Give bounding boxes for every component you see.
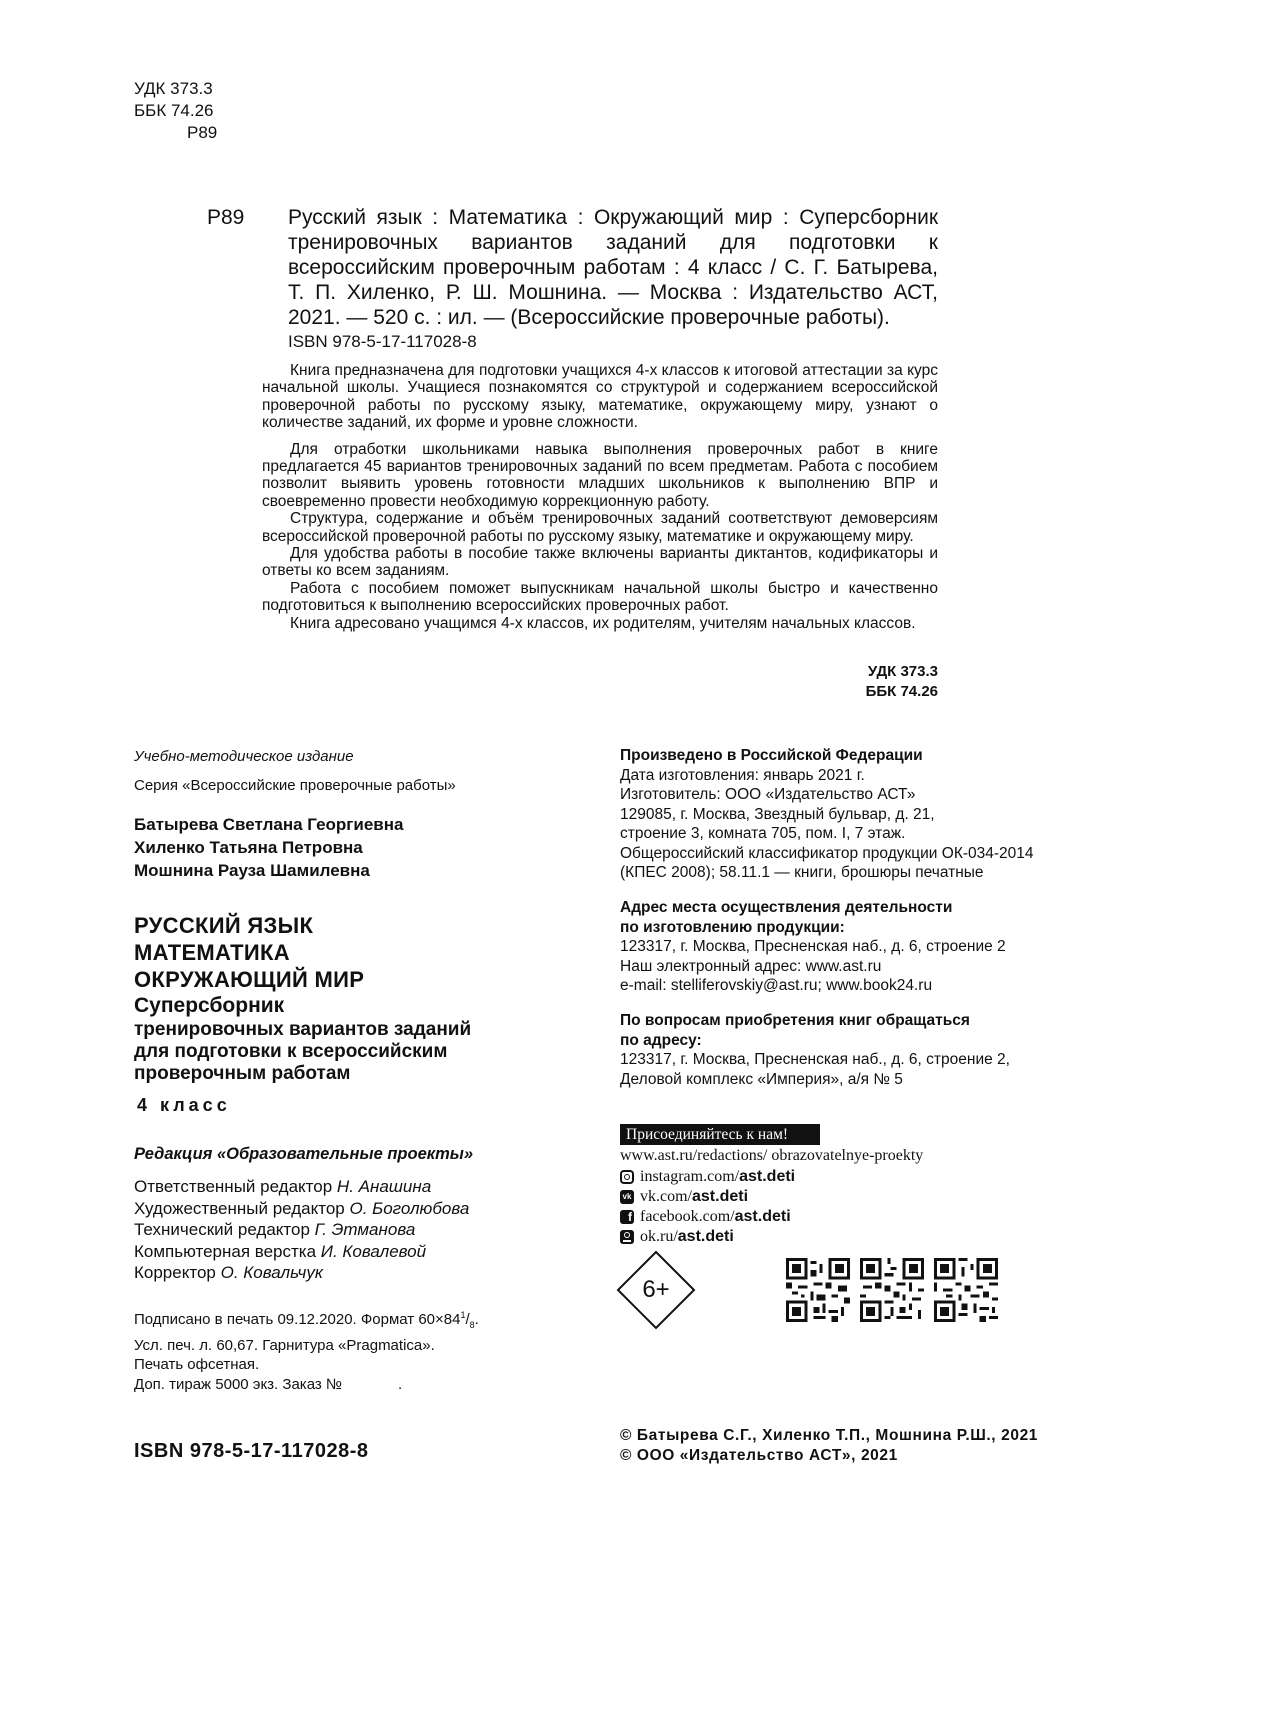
staff-role: Ответственный редактор xyxy=(134,1177,333,1196)
redaction xyxy=(134,1145,473,1164)
copyright-line: © ООО «Издательство АСТ», 2021 xyxy=(620,1447,898,1464)
staff-role: Корректор xyxy=(134,1263,216,1282)
address-line: Наш электронный адрес: www.ast.ru xyxy=(620,957,882,975)
social-domain: facebook.com/ xyxy=(640,1208,735,1225)
staff-role: Художественный редактор xyxy=(134,1198,345,1218)
annotation-classification xyxy=(820,662,938,702)
staff-role: Технический редактор xyxy=(134,1220,310,1239)
qr-code-icon[interactable] xyxy=(786,1258,850,1322)
print-sheets: Усл. печ. л. 60,67. Гарнитура «Pragmatica». xyxy=(134,1336,435,1354)
instagram-icon xyxy=(620,1170,634,1184)
annotation-paragraph: Для удобства работы в пособие также включены варианты диктантов, кодификаторы и ответы ко всем заданиям. xyxy=(262,545,938,580)
staff-row xyxy=(134,1241,469,1263)
print-run-text: Доп. тираж 5000 экз. Заказ № xyxy=(134,1375,343,1393)
bibliographic-record: Русский язык : Математика : Окружающий мир : Суперсборник тренировочных вариантов заданий для подготовки к всероссийским проверочным работам : 4 класс / С. Г. Батырева, Т. П. Хиленко, Р. Ш. Мошнина. — Москва : Издательство АСТ, 2021. — 520 с. : ил. — (Всероссийские проверочные работы). xyxy=(288,206,938,329)
print-run-end: . xyxy=(398,1375,403,1393)
staff-name: Г. Этманова xyxy=(314,1220,416,1239)
title-line: ОКРУЖАЮЩИЙ МИР xyxy=(134,967,365,992)
print-offset: Печать офсетная. xyxy=(134,1356,260,1373)
staff-name: О. Ковальчук xyxy=(220,1263,323,1282)
udk-bottom: УДК 373.3 xyxy=(867,663,938,680)
staff-row xyxy=(134,1219,469,1241)
grade: 4 класс xyxy=(137,1095,231,1115)
age-rating-text: 6+ xyxy=(642,1276,670,1303)
address-line: 123317, г. Москва, Пресненская наб., д. 6, строение 2 xyxy=(620,938,1006,955)
info-line: Изготовитель: ООО «Издательство АСТ» xyxy=(620,786,916,803)
social-domain: ok.ru/ xyxy=(640,1228,678,1245)
social-link-ok[interactable] xyxy=(620,1227,795,1247)
address-heading: Адрес места осуществления деятельности xyxy=(620,899,953,916)
social-handle: ast.deti xyxy=(739,1168,796,1185)
address-heading: по изготовлению продукции: xyxy=(620,918,845,936)
social-domain: vk.com/ xyxy=(640,1188,692,1205)
udk-top: УДК 373.3 xyxy=(134,79,213,98)
address-line: e-mail: stelliferovskiy@ast.ru; www.book24.ru xyxy=(620,977,933,994)
subtitle-line: для подготовки к всероссийским xyxy=(134,1041,448,1062)
social-link-instagram[interactable] xyxy=(620,1167,795,1187)
copyright-line: © Батырева С.Г., Хиленко Т.П., Мошнина Р.Ш., 2021 xyxy=(620,1427,1039,1444)
ok-icon xyxy=(620,1230,634,1244)
purchase-line: 123317, г. Москва, Пресненская наб., д. 6, строение 2, xyxy=(620,1051,1010,1068)
social-handle: ast.deti xyxy=(692,1188,749,1205)
copyright xyxy=(620,1426,1038,1466)
info-line: Дата изготовления: январь 2021 г. xyxy=(620,766,865,784)
annotation-paragraph: Книга адресовано учащимся 4-х классов, их родителям, учителям начальных классов. xyxy=(290,614,916,632)
subtitle xyxy=(134,1019,471,1085)
isbn-bottom: ISBN 978-5-17-117028-8 xyxy=(134,1440,369,1462)
social-links xyxy=(620,1167,795,1247)
bbk-bottom: ББК 74.26 xyxy=(865,683,938,700)
edition-type-text: Учебно-методическое издание xyxy=(134,748,354,765)
staff-name: И. Ковалевой xyxy=(320,1241,427,1261)
title-line: МАТЕМАТИКА xyxy=(134,940,290,965)
info-line: 129085, г. Москва, Звездный бульвар, д. 21, xyxy=(620,805,935,823)
authors-list xyxy=(134,813,403,882)
staff-row xyxy=(134,1176,469,1198)
author-code-top: Р89 xyxy=(187,123,218,142)
subtitle-main: Суперсборник xyxy=(134,994,285,1017)
production-address xyxy=(620,898,1006,996)
annotation xyxy=(262,362,938,632)
info-line: Общероссийский классификатор продукции ОК-034-2014 xyxy=(620,844,1034,862)
purchase-info xyxy=(620,1011,1010,1089)
social-link-vk[interactable] xyxy=(620,1187,795,1207)
print-signed-text: Подписано в печать 09.12.2020. Формат 60×84 xyxy=(134,1311,461,1328)
top-classification xyxy=(134,78,217,144)
production-info xyxy=(620,746,1034,883)
redaction-text: Редакция «Образовательные проекты» xyxy=(134,1145,474,1163)
made-in: Произведено в Российской Федерации xyxy=(620,747,923,764)
redactions-link[interactable]: www.ast.ru/redactions/ obrazovatelnye-proekty xyxy=(620,1147,924,1164)
info-line: (КПЕС 2008); 58.11.1 — книги, брошюры печатные xyxy=(620,864,984,881)
annotation-paragraph: Структура, содержание и объём тренировочных заданий соответствуют демоверсиям всероссийской проверочной работы по русскому языку, математике и окружающему миру. xyxy=(262,510,938,545)
staff-name: Н. Анашина xyxy=(336,1177,432,1196)
author: Хиленко Татьяна Петровна xyxy=(134,838,363,857)
print-info xyxy=(134,1306,479,1394)
facebook-icon: f xyxy=(620,1210,634,1224)
format-sup: 1 xyxy=(460,1310,466,1320)
purchase-heading: По вопросам приобретения книг обращаться xyxy=(620,1012,970,1029)
social-handle: ast.deti xyxy=(734,1208,791,1225)
edition-type xyxy=(134,746,354,768)
social-domain: instagram.com/ xyxy=(640,1168,740,1185)
bbk-top: ББК 74.26 xyxy=(134,101,214,120)
annotation-paragraph: Работа с пособием поможет выпускникам начальной школы быстро и качественно подготовиться к выполнению всероссийских проверочных работ. xyxy=(262,579,938,615)
purchase-heading: по адресу: xyxy=(620,1031,702,1049)
staff-row xyxy=(134,1262,469,1284)
age-rating xyxy=(616,1250,696,1330)
staff-role: Компьютерная верстка xyxy=(134,1241,317,1261)
qr-code-icon[interactable] xyxy=(934,1258,998,1322)
staff-list xyxy=(134,1176,469,1284)
print-signed: Подписано в печать 09.12.2020. Формат $60\times 84^1/_8$. xyxy=(134,1310,479,1330)
purchase-line: Деловой комплекс «Империя», а/я № 5 xyxy=(620,1070,903,1088)
format-end: . xyxy=(474,1311,479,1328)
bib-code: Р89 xyxy=(207,206,245,229)
staff-name: О. Боголюбова xyxy=(349,1198,470,1218)
bib-isbn: ISBN 978-5-17-117028-8 xyxy=(288,332,477,351)
print-run xyxy=(134,1375,479,1395)
author: Батырева Светлана Георгиевна xyxy=(134,815,404,834)
format-sub: 8 xyxy=(469,1320,475,1330)
annotation-paragraph: Для отработки школьниками навыка выполнения проверочных работ в книге предлагается 45 вариантов тренировочных заданий по всем предметам. Работа с пособием позволит выявить уровень готовности младших школьников к выполнению ВПР и своевременно провести необходимую коррекционную работу. xyxy=(262,440,938,510)
annotation-paragraph: Книга предназначена для подготовки учащихся 4-х классов к итоговой аттестации за курс начальной школы. Учащиеся познакомятся со структурой и содержанием всероссийской проверочной работы по русскому языку, математике, окружающему миру, узнают о количестве заданий, их форме и уровне сложности. xyxy=(262,362,938,432)
staff-row xyxy=(134,1198,469,1220)
vk-icon: vk xyxy=(620,1190,634,1204)
info-line: строение 3, комната 705, пом. I, 7 этаж. xyxy=(620,825,906,842)
book-title xyxy=(134,912,364,993)
subtitle-line: проверочным работам xyxy=(134,1063,351,1084)
subtitle-line: тренировочных вариантов заданий xyxy=(134,1019,472,1040)
join-banner: Присоединяйтесь к нам! xyxy=(620,1124,820,1145)
social-link-facebook[interactable] xyxy=(620,1207,795,1227)
social-handle: ast.deti xyxy=(677,1228,734,1245)
author: Мошнина Рауза Шамилевна xyxy=(134,861,370,880)
series: Серия «Всероссийские проверочные работы» xyxy=(134,777,456,794)
title-line: РУССКИЙ ЯЗЫК xyxy=(134,913,314,938)
qr-code-icon[interactable] xyxy=(860,1258,924,1322)
